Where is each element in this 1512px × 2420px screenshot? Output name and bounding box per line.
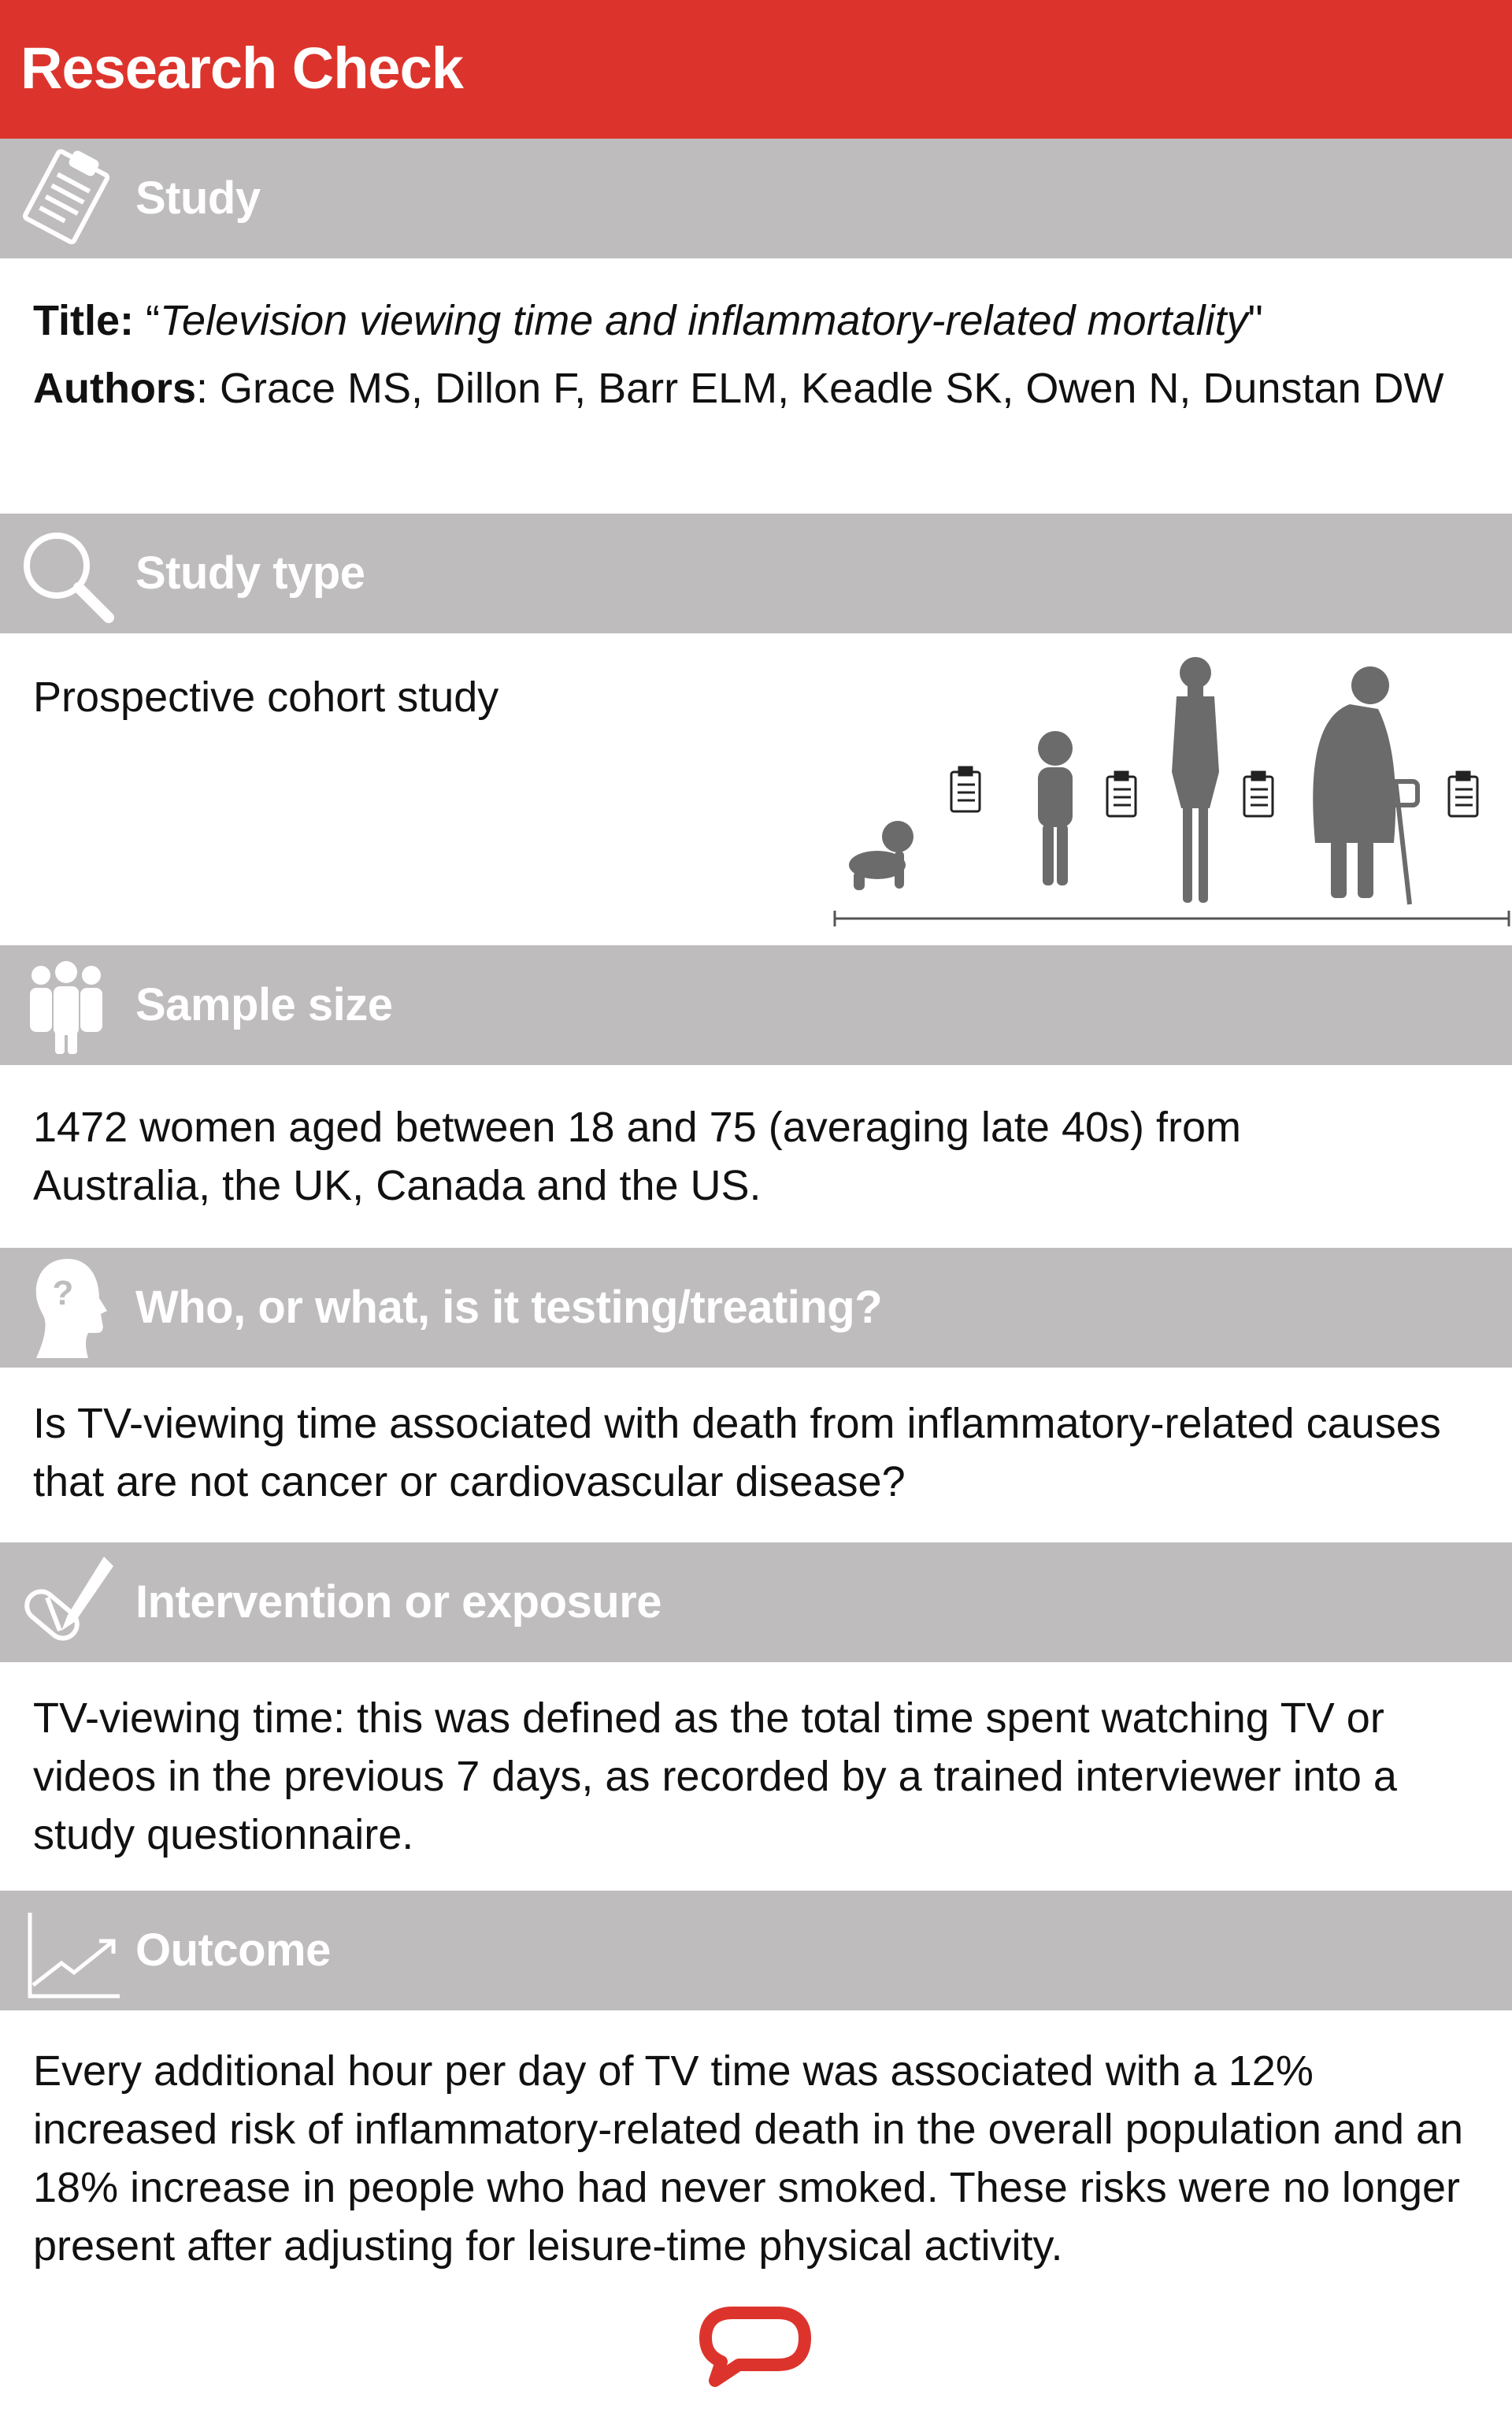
section-heading-study: Study [135,173,261,224]
study-title: Television viewing time and inflammatory-related mortality [160,297,1248,344]
svg-text:?: ? [52,1274,74,1312]
woman-figure-icon [1172,657,1219,903]
magnifier-icon [13,520,120,627]
section-heading-intervention: Intervention or exposure [135,1576,662,1628]
title-close-quote: " [1247,297,1263,344]
sample-size-text: 1472 women aged between 18 and 75 (averaging late 40s) from Australia, the UK, Canada and the US. [33,1104,1242,1209]
section-header-sample-size [0,945,1512,1065]
timeline-axis [835,911,1509,926]
baby-figure-icon [849,821,914,890]
authors-value: : Grace MS, Dillon F, Barr ELM, Keadle SK, Owen N, Dunstan DW [195,365,1444,412]
title-bar [0,0,1512,139]
clipboard-small-icon [1244,772,1273,816]
section-header-intervention [0,1542,1512,1662]
trend-chart-icon [13,1897,120,2004]
study-authors-line [33,359,1482,418]
section-header-testing [0,1248,1512,1368]
clipboard-small-icon [951,767,980,811]
speech-bubble-logo [696,2300,814,2387]
title-label: Title: [33,297,135,344]
child-figure-icon [1038,731,1073,885]
clipboard-icon [13,145,120,252]
elderly-figure-icon [1313,666,1418,904]
section-heading-testing: Who, or what, is it testing/treating? [135,1282,883,1333]
section-header-outcome [0,1891,1512,2010]
pill-pen-icon [13,1549,120,1656]
section-heading-outcome: Outcome [135,1924,331,1976]
section-header-study-type [0,514,1512,633]
section-header-study [0,139,1512,258]
head-question-icon [13,1254,120,1361]
intervention-text: TV-viewing time: this was defined as the total time spent watching TV or videos in the previous 7 days, as recorded by a trained interviewer into a study questionnaire. [33,1694,1397,1858]
people-group-icon [13,952,120,1059]
life-stages-illustration [827,654,1512,930]
page-title: Research Check [20,35,463,101]
section-heading-sample-size: Sample size [135,979,393,1030]
clipboard-small-icon [1107,772,1136,816]
section-heading-study-type: Study type [135,547,365,599]
study-title-line [33,291,1482,350]
outcome-text: Every additional hour per day of TV time was associated with a 12% increased risk of inflammatory-related death in the overall population and an 18% increase in people who had never smoked. These risks were no longer present after adjusting for leisure-time physical activity. [33,2047,1464,2270]
title-open-quote: “ [146,297,161,344]
clipboard-small-icon [1449,772,1477,816]
authors-label: Authors [33,365,196,412]
testing-text: Is TV-viewing time associated with death from inflammatory-related causes that are not cancer or cardiovascular disease? [33,1400,1441,1505]
study-type-text: Prospective cohort study [33,674,499,721]
